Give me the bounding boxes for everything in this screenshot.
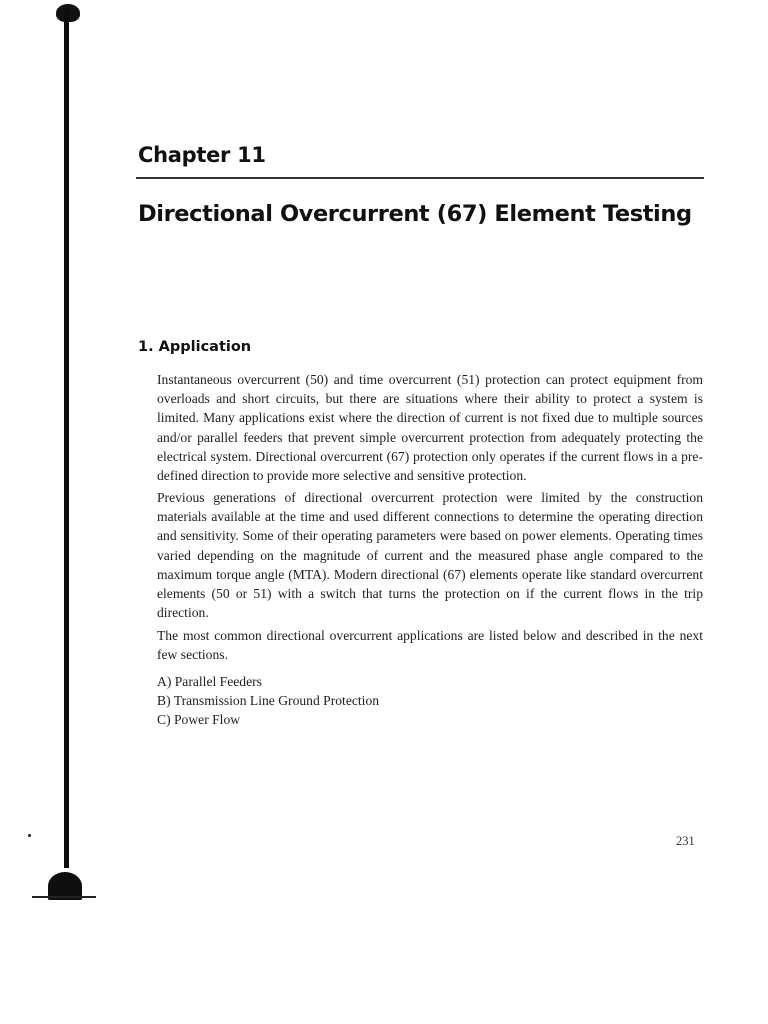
binding-base-line — [32, 896, 96, 898]
chapter-divider — [136, 177, 704, 179]
paragraph-applications: The most common directional overcurrent applications are listed below and described in the next few sections. — [157, 628, 703, 663]
applications-list — [157, 672, 379, 730]
binding-edge-line — [64, 8, 69, 868]
paragraph-intro: Instantaneous overcurrent (50) and time overcurrent (51) protection can protect equipment from overloads and short circuits, but there are situations where their ability to protect a system is limited. Many applications exist where the direction of current is not fixed due to multiple sources and/or parallel feeders that prevent simple overcurrent protection from adequately protecting the electrical system. Directional overcurrent (67) protection only operates if the current flows in a pre-defined direction to provide more selective and sensitive protection. — [157, 372, 703, 484]
paragraph-history: Previous generations of directional overcurrent protection were limited by the construction materials available at the time and used different connections to determine the operating direction and sensitivity. Some of their operating parameters were based on power elements. Operating times varied depending on the magnitude of current and the measured phase angle compared to the maximum torque angle (MTA). Modern directional (67) elements operate like standard overcurrent elements (50 or 51) with a switch that turns the protection on if the current flows in the trip direction. — [157, 490, 703, 621]
chapter-title: Directional Overcurrent (67) Element Testing — [138, 201, 692, 227]
list-item: A) Parallel Feeders — [157, 674, 262, 689]
section-heading: 1. Application — [138, 339, 252, 355]
list-item: B) Transmission Line Ground Protection — [157, 693, 380, 709]
list-item: C) Power Flow — [157, 712, 241, 728]
page-number: 231 — [676, 834, 695, 848]
chapter-label: Chapter 11 — [138, 143, 266, 167]
scan-artifact-dot — [28, 834, 31, 837]
